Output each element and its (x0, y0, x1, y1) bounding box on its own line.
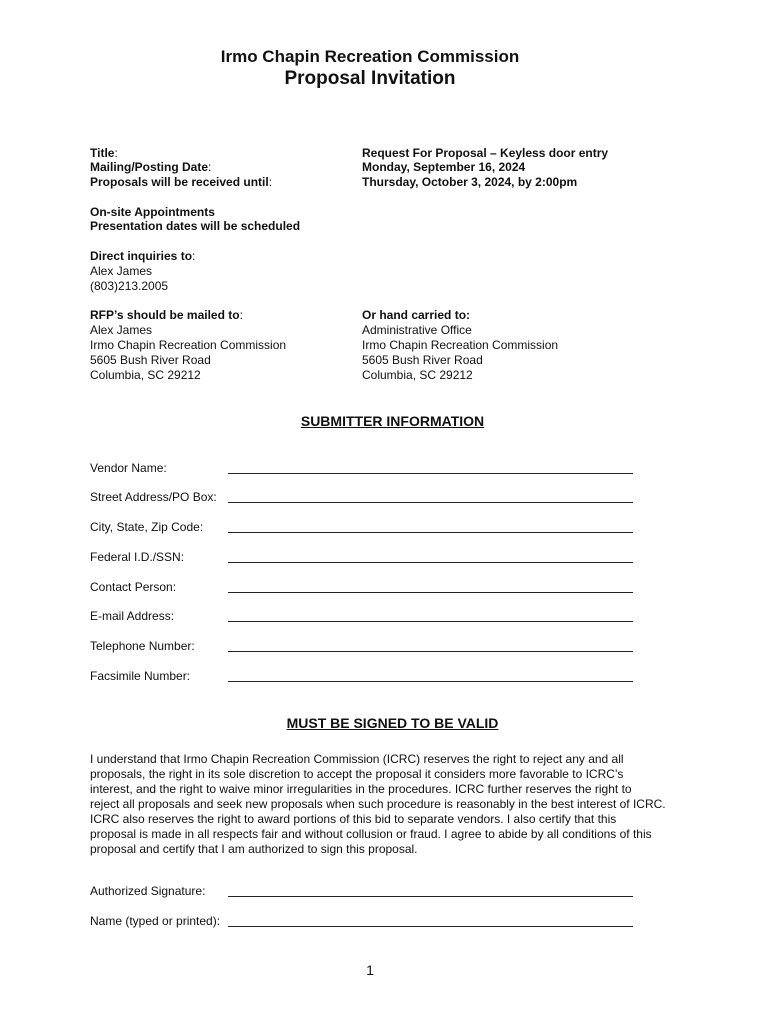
mail-to-label: RFP’s should be mailed to (90, 308, 240, 322)
received-value: Thursday, October 3, 2024, by 2:00pm (362, 175, 578, 189)
title-label: Title (90, 146, 115, 160)
vendor-name-label: Vendor Name: (90, 461, 167, 475)
federal-id-label: Federal I.D./SSN: (90, 550, 185, 564)
mail-to-line: 5605 Bush River Road (90, 353, 211, 367)
page-number: 1 (366, 962, 374, 978)
contact-person-label: Contact Person: (90, 580, 177, 594)
received-colon: : (268, 175, 273, 189)
terms-line: proposals, the right in its sole discretion to accept the proposal it considers more favorable to ICRC’s (90, 767, 624, 781)
mail-to-line: Irmo Chapin Recreation Commission (90, 338, 287, 352)
facsimile-field[interactable] (228, 681, 633, 682)
terms-line: proposal and certify that I am authorized to sign this proposal. (90, 842, 418, 856)
terms-line: proposal is made in all respects fair and without collusion or fraud. I agree to abide by all conditions of this (90, 827, 652, 841)
title-label-row (90, 146, 118, 161)
inquiries-phone: (803)213.2005 (90, 279, 169, 293)
document-title: Proposal Invitation (284, 68, 456, 89)
inquiries-label-row (90, 249, 195, 264)
street-address-label: Street Address/PO Box: (90, 490, 217, 504)
email-address-label: E-mail Address: (90, 609, 175, 623)
submitter-heading: SUBMITTER INFORMATION (300, 413, 485, 429)
vendor-name-field[interactable] (228, 473, 633, 474)
street-address-field[interactable] (228, 502, 633, 503)
hand-carried-line: Columbia, SC 29212 (362, 368, 473, 382)
mail-to-label-row (90, 308, 243, 323)
inquiries-colon: : (192, 249, 196, 263)
title-colon: : (114, 146, 118, 160)
printed-name-field[interactable] (228, 926, 633, 927)
hand-carried-line: Irmo Chapin Recreation Commission (362, 338, 559, 352)
received-label: Proposals will be received until (90, 175, 269, 189)
presentation-dates: Presentation dates will be scheduled (90, 219, 301, 233)
hand-carried-label: Or hand carried to: (362, 308, 471, 322)
authorized-signature-field[interactable] (228, 896, 633, 897)
signature-heading: MUST BE SIGNED TO BE VALID (286, 715, 499, 731)
city-state-zip-label: City, State, Zip Code: (90, 520, 204, 534)
mail-to-colon: : (239, 308, 243, 322)
hand-carried-line: Administrative Office (362, 323, 472, 337)
hand-carried-line: 5605 Bush River Road (362, 353, 483, 367)
terms-line: interest, and the right to waive minor irregularities in the procedures. ICRC further reserves the right to (90, 782, 632, 796)
received-label-row (90, 175, 272, 190)
mail-to-line: Alex James (90, 323, 153, 337)
email-address-field[interactable] (228, 621, 633, 622)
contact-person-field[interactable] (228, 592, 633, 593)
inquiries-name: Alex James (90, 264, 153, 278)
city-state-zip-field[interactable] (228, 532, 633, 533)
facsimile-label: Facsimile Number: (90, 669, 191, 683)
inquiries-label: Direct inquiries to (90, 249, 193, 263)
mailing-label-row (90, 160, 211, 175)
mailing-value: Monday, September 16, 2024 (362, 160, 526, 174)
terms-line: ICRC also reserves the right to award portions of this bid to separate vendors. I also certify that this (90, 812, 617, 826)
terms-line: I understand that Irmo Chapin Recreation Commission (ICRC) reserves the right to reject any and all (90, 752, 624, 766)
onsite-appointments: On-site Appointments (90, 205, 215, 219)
terms-line: reject all proposals and seek new proposals when such procedure is reasonably in the best interest of ICRC. (90, 797, 666, 811)
telephone-field[interactable] (228, 651, 633, 652)
terms-paragraph (90, 752, 700, 857)
authorized-signature-label: Authorized Signature: (90, 884, 206, 898)
printed-name-label: Name (typed or printed): (90, 914, 221, 928)
mailing-label: Mailing/Posting Date (90, 160, 209, 174)
mailing-colon: : (208, 160, 212, 174)
telephone-label: Telephone Number: (90, 639, 195, 653)
mail-to-line: Columbia, SC 29212 (90, 368, 201, 382)
title-value: Request For Proposal – Keyless door entry (362, 146, 609, 160)
organization-title: Irmo Chapin Recreation Commission (220, 47, 520, 66)
federal-id-field[interactable] (228, 562, 633, 563)
